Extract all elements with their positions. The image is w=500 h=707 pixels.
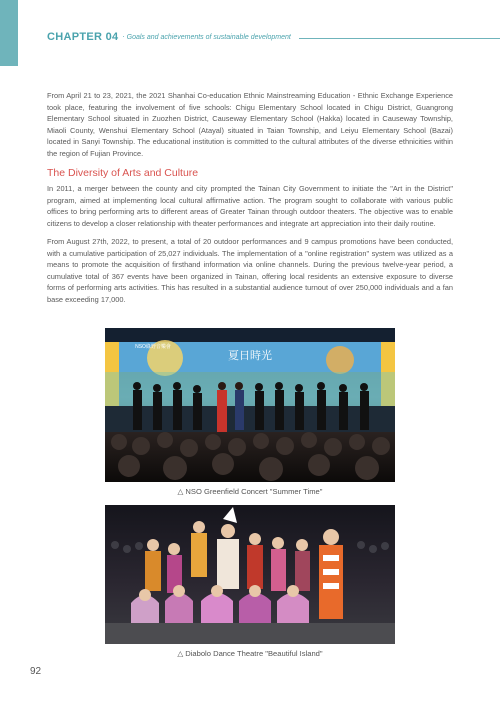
photo-caption-dance (105, 649, 395, 658)
caption-text: NSO Greenfield Concert "Summer Time" (185, 487, 323, 496)
banner-small: NSO綠野音樂會 (135, 344, 171, 350)
triangle-marker-icon: △ (177, 649, 184, 658)
main-content (47, 90, 453, 312)
chapter-label: CHAPTER 04 (47, 31, 119, 43)
caption-text: Diabolo Dance Theatre "Beautiful Island" (185, 649, 323, 658)
banner-title: 夏日時光 (228, 350, 272, 362)
page-number: 92 (30, 666, 42, 677)
chapter-subtitle: ‧ Goals and achievements of sustainable development (122, 34, 291, 41)
photo-caption-concert (105, 487, 395, 496)
chapter-header (47, 29, 500, 45)
paragraph-ethnic-exchange: From April 21 to 23, 2021, the 2021 Shanhai Co-education Ethnic Mainstreaming Education - Ethnic Exchange Experience took place, featuring the involvement of five schools: Chigu Elementary School located in Chigu District, Guangrong Elementary School situated in Zuozhen District, Causeway Elementary School (Hakka) located in Causeway Township, Miaoli County, Wenshui Elementary School (Atayal) situated in Taian Township, and Leiyu Elementary School (Bazai) located in Sanyi Township. The educational institution is committed to the cultural attributes of the diverse ethnicities within the region of Fujian Province. (47, 91, 453, 158)
dance-photo (105, 505, 395, 644)
chapter-side-tab (0, 0, 18, 66)
concert-photo (105, 328, 395, 482)
section-title: The Diversity of Arts and Culture (47, 167, 199, 179)
triangle-marker-icon: △ (177, 487, 184, 496)
header-rule (299, 38, 500, 39)
paragraph-performance-stats: From August 27th, 2022, to present, a total of 20 outdoor performances and 9 campus promotions have been conducted, with a cumulative participation of 25,027 individuals. The implementation of a "online registration" system was utilized as a means to promote the acquisition of firsthand information via online channels. During the previous twelve-year period, a cumulative total of 367 events have been organized in Tainan, offering local residents an extensive exposure to diverse forms of performing arts activities. This has resulted in a substantial audience turnout of over 250,000 individuals and a fan base exceeding 17,000. (47, 237, 453, 304)
paragraph-art-in-district: In 2011, a merger between the county and city prompted the Tainan City Government to initiate the "Art in the District" program, aimed at implementing local cultural affirmative action. The program sought to collaborate with various public offices to bring performing arts to different areas of Greater Tainan through outdoor theaters. The objective was to enable citizens to develop a closer relationship with theater performances and integrate art appreciation into their daily routine. (47, 184, 453, 228)
